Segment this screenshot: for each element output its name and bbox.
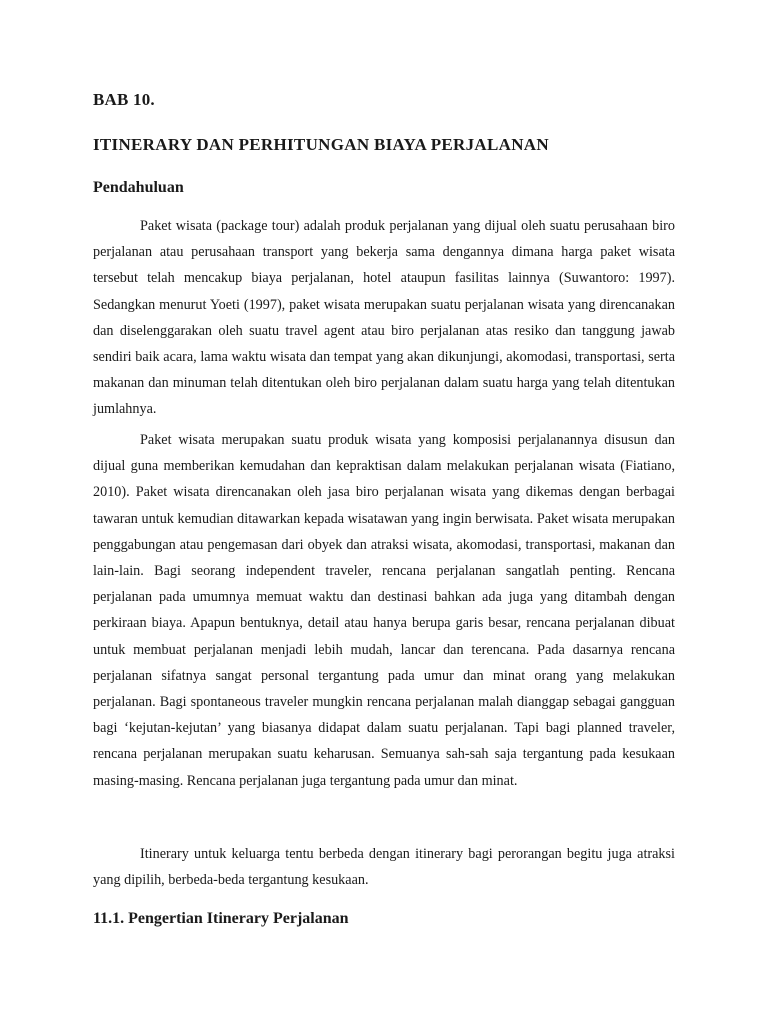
paragraph-text: Itinerary untuk keluarga tentu berbeda dengan itinerary bagi perorangan begitu juga atraksi yang dipilih, berbeda-beda tergantung kesukaan. [93, 846, 675, 889]
paragraph-text: Paket wisata merupakan suatu produk wisata yang komposisi perjalanannya disusun dan dijual guna memberikan kemudahan dan kepraktisan dalam melakukan perjalanan wisata (Fiatiano, 2010). Paket wisata direncanakan oleh jasa biro perjalanan wisata yang dikemas dengan berbagai tawaran untuk kemudian ditawarkan kepada wisatawan yang ingin berwisata. Paket wisata merupakan penggabungan atau pengemasan dari obyek dan atraksi wisata, akomodasi, transportasi, makanan dan lain-lain. Bagi seorang independent traveler, rencana perjalanan sangatlah penting. Rencana perjalanan pada umumnya memuat waktu dan destinasi bahkan ada juga yang ditambah dengan perkiraan biaya. Apapun bentuknya, detail atau hanya berupa garis besar, rencana perjalanan dibuat untuk membuat perjalanan menjadi lebih mudah, lancar dan terencana. Pada dasarnya rencana perjalanan sifatnya sangat personal tergantung pada umur dan minat orang yang melakukan perjalanan. Bagi spontaneous traveler mungkin rencana perjalanan malah dianggap sebagai gangguan bagi ‘kejutan-kejutan’ yang biasanya didapat dalam suatu perjalanan. Tapi bagi planned traveler, rencana perjalanan merupakan suatu keharusan. Semuanya sah-sah saja tergantung pada kesukaan masing-masing. Rencana perjalanan juga tergantung pada umur dan minat. [93, 432, 675, 789]
paragraph [93, 213, 675, 423]
paragraph [93, 427, 675, 794]
subsection-heading: 11.1. Pengertian Itinerary Perjalanan [93, 910, 349, 927]
paragraph [93, 841, 675, 893]
chapter-title: ITINERARY DAN PERHITUNGAN BIAYA PERJALANAN [93, 135, 549, 154]
intro-heading: Pendahuluan [93, 179, 184, 196]
chapter-label: BAB 10. [93, 90, 155, 109]
paragraph-text: Paket wisata (package tour) adalah produk perjalanan yang dijual oleh suatu perusahaan biro perjalanan atau perusahaan transport yang bekerja sama dengannya dimana harga paket wisata tersebut telah mencakup biaya perjalanan, hotel ataupun fasilitas lainnya (Suwantoro: 1997). Sedangkan menurut Yoeti (1997), paket wisata merupakan suatu perjalanan wisata yang direncanakan dan diselenggarakan oleh suatu travel agent atau biro perjalanan atas resiko dan tanggung jawab sendiri baik acara, lama waktu wisata dan tempat yang akan dikunjungi, akomodasi, transportasi, serta makanan dan minuman telah ditentukan oleh biro perjalanan dalam suatu harga yang telah ditentukan jumlahnya. [93, 218, 675, 418]
